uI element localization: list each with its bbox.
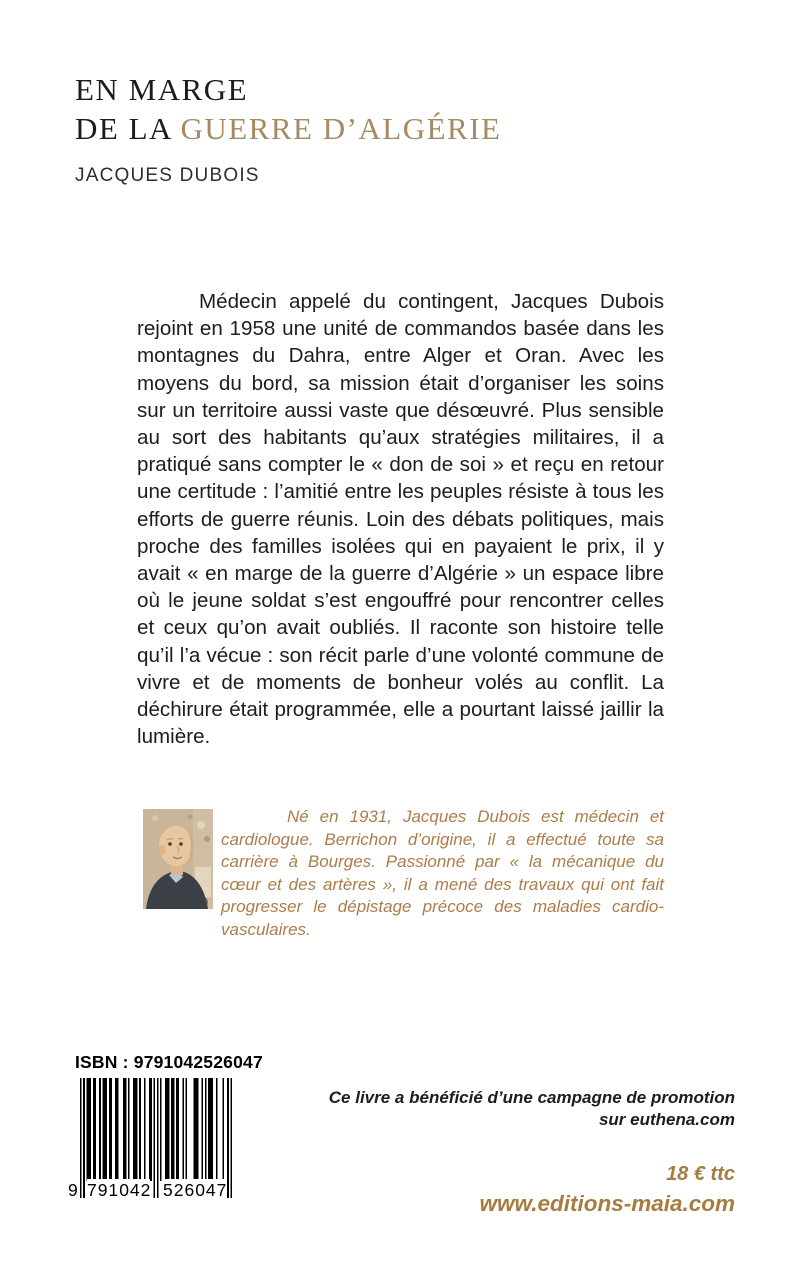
- synopsis-paragraph: Médecin appelé du contingent, Jacques Dubois rejoint en 1958 une unité de commandos basée dans les montagnes du Dahra, entre Alger et Oran. Avec les moyens du bord, sa mission était d’organiser les soins sur un territoire aussi vaste que désœuvré. Plus sensible au sort des habitants qu’aux stratégies militaires, il a pratiqué sans compter le « don de soi » et reçu en retour une certitude : l’amitié entre les peuples résiste à tous les efforts de guerre réunis. Loin des débats politiques, mais proche des familles isolées qui en payaient le prix, il y avait « en marge de la guerre d’Algérie » un espace libre où le jeune soldat s’est engouffré pour rencontrer celles et ceux qu’on avait oubliés. Il raconte son histoire telle qu’il l’a vécue : son récit parle d’une volonté commune de vivre et de moments de bonheur volés au conflit. La déchirure était programmée, elle a pourtant laissé jaillir la lumière.: [137, 290, 664, 749]
- title-block: [75, 70, 501, 148]
- author-name: JACQUES DUBOIS: [75, 165, 260, 186]
- barcode-digits-left: 791042: [87, 1180, 152, 1200]
- price-label: 18 € ttc: [666, 1163, 735, 1185]
- isbn-label: ISBN : 9791042526047: [75, 1052, 263, 1072]
- barcode: [68, 1078, 232, 1202]
- book-title-line2-black: DE LA: [75, 111, 181, 146]
- book-title-line1: EN MARGE: [75, 72, 249, 107]
- author-photo: [143, 809, 213, 909]
- author-bio-text: Né en 1931, Jacques Dubois est médecin et cardiologue. Berrichon d’origine, il a effectué toute sa carrière à Bourges. Passionné par « la mécanique du cœur et des artères », il a mené des travaux qui ont fait progresser le dépistage précoce des maladies cardio-vasculaires.: [221, 807, 664, 939]
- barcode-digit-first: 9: [68, 1180, 78, 1200]
- promotion-line1: Ce livre a bénéficié d’une campagne de promotion: [328, 1088, 735, 1107]
- publisher-website: www.editions-maia.com: [479, 1191, 735, 1216]
- price-website-block: [480, 1162, 735, 1218]
- author-bio-section: [143, 806, 664, 942]
- promotion-line2: sur euthena.com: [598, 1109, 735, 1129]
- book-title-line2: [75, 109, 501, 148]
- barcode-digits: [68, 1179, 232, 1202]
- barcode-digits-right: 526047: [163, 1180, 228, 1200]
- promotion-note: [329, 1087, 735, 1130]
- book-title-line2-gold: GUERRE D’ALGÉRIE: [180, 111, 502, 146]
- isbn-block: [68, 1052, 275, 1202]
